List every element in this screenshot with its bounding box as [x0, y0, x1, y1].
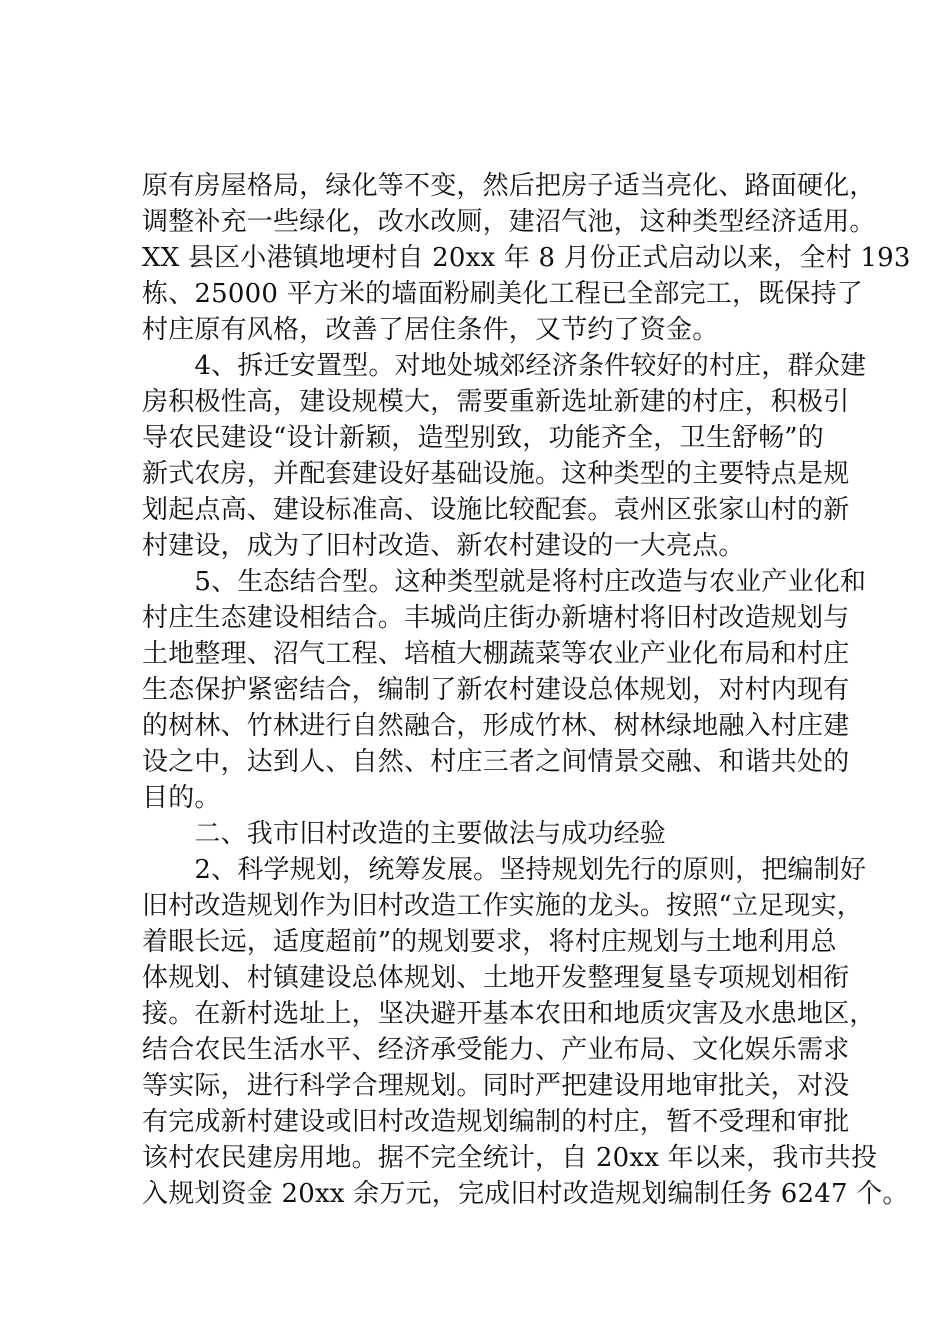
text-line: 土地整理、沼气工程、培植大棚蔬菜等农业产业化布局和村庄: [142, 639, 850, 669]
text-line: 等实际，进行科学合理规划。同时严把建设用地审批关，对没: [142, 1071, 850, 1101]
text-line: 该村农民建房用地。据不完全统计，自 20xx 年以来，我市共投: [142, 1143, 878, 1173]
text-line: 划起点高、建设标准高、设施比较配套。袁州区张家山村的新: [142, 495, 850, 525]
text-line: 村建设，成为了旧村改造、新农村建设的一大亮点。: [142, 531, 745, 561]
text-line: 设之中，达到人、自然、村庄三者之间情景交融、和谐共处的: [142, 747, 850, 777]
text-line: 村庄原有风格，改善了居住条件，又节约了资金。: [142, 315, 719, 345]
text-line: 接。在新村选址上，坚决避开基本农田和地质灾害及水患地区，: [142, 999, 876, 1029]
text-line: XX 县区小港镇地埂村自 20xx 年 8 月份正式启动以来，全村 193: [142, 243, 911, 273]
text-line: 2、科学规划，统筹发展。坚持规划先行的原则，把编制好: [142, 855, 867, 885]
text-line: 生态保护紧密结合，编制了新农村建设总体规划，对村内现有: [142, 675, 850, 705]
text-line: 入规划资金 20xx 余万元，完成旧村改造规划编制任务 6247 个。: [142, 1179, 909, 1209]
text-line: 导农民建设“设计新颖，造型别致，功能齐全，卫生舒畅”的: [142, 423, 824, 453]
text-line: 原有房屋格局，绿化等不变，然后把房子适当亮化、路面硬化，: [142, 171, 876, 201]
text-line: 的树林、竹林进行自然融合，形成竹林、树林绿地融入村庄建: [142, 711, 850, 741]
text-line: 栋、25000 平方米的墙面粉刷美化工程已全部完工，既保持了: [142, 279, 863, 309]
text-line: 旧村改造规划作为旧村改造工作实施的龙头。按照“立足现实，: [142, 891, 863, 921]
text-line: 体规划、村镇建设总体规划、土地开发整理复垦专项规划相衔: [142, 963, 850, 993]
text-line: 有完成新村建设或旧村改造规划编制的村庄，暂不受理和审批: [142, 1107, 850, 1137]
text-line: 5、生态结合型。这种类型就是将村庄改造与农业产业化和: [142, 567, 867, 597]
text-line: 着眼长远，适度超前”的规划要求，将村庄规划与土地利用总: [142, 927, 837, 957]
text-line: 新式农房，并配套建设好基础设施。这种类型的主要特点是规: [142, 459, 850, 489]
text-line: 目的。: [142, 783, 221, 813]
text-line: 村庄生态建设相结合。丰城尚庄街办新塘村将旧村改造规划与: [142, 603, 850, 633]
text-line: 调整补充一些绿化，改水改厕，建沼气池，这种类型经济适用。: [142, 207, 876, 237]
text-line: 结合农民生活水平、经济承受能力、产业布局、文化娱乐需求: [142, 1035, 850, 1065]
text-line: 房积极性高，建设规模大，需要重新选址新建的村庄，积极引: [142, 387, 850, 417]
section-heading: 二、我市旧村改造的主要做法与成功经验: [142, 819, 667, 849]
text-line: 4、拆迁安置型。对地处城郊经济条件较好的村庄，群众建: [142, 351, 867, 381]
